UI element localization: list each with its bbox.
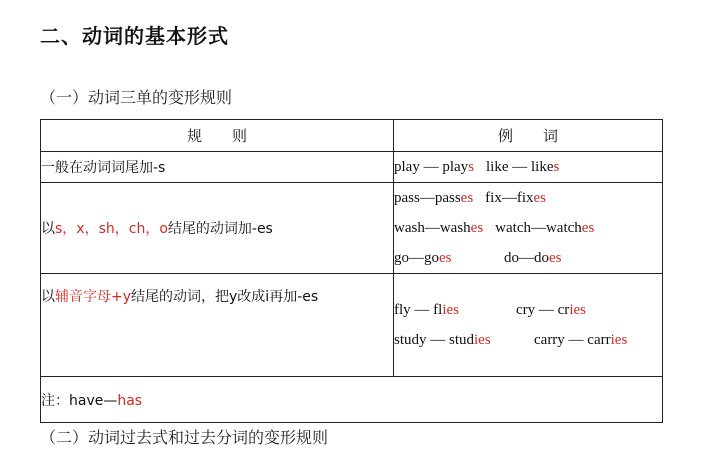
example-pair: watch—watches: [495, 220, 595, 236]
table-header-row: [41, 120, 663, 152]
example-line: [394, 152, 662, 182]
example-pair: study — studies: [394, 332, 491, 348]
section-two-heading: （二）动词过去式和过去分词的变形规则: [40, 428, 329, 447]
header-rule: 规 则: [41, 120, 394, 152]
example-pair: cry — cries: [516, 302, 586, 318]
example-line: [394, 213, 662, 243]
example-pair: do—does: [504, 250, 562, 266]
rule-text: 结尾的动词，把y改成i再加-es: [131, 289, 319, 305]
rule-highlight: 辅音字母+y: [55, 289, 132, 305]
rule-highlight: s，x，sh，ch，o: [55, 221, 168, 237]
example-line: [394, 243, 662, 273]
example-line: [394, 295, 662, 325]
table-row: [41, 274, 663, 377]
example-line: [394, 183, 662, 213]
note-text: 注：have—: [41, 392, 118, 409]
rule-text: 以: [41, 289, 55, 305]
example-pair: fly — flies: [394, 302, 459, 318]
examples-cell: [394, 274, 663, 377]
table-row: [41, 183, 663, 274]
example-pair: pass—passes: [394, 190, 474, 206]
header-examples: 例 词: [394, 120, 663, 152]
section-one-heading: （一）动词三单的变形规则: [40, 88, 233, 107]
note-row: [41, 377, 663, 423]
example-pair: like — likes: [486, 159, 560, 175]
examples-cell: [394, 152, 663, 183]
rule-cell: [41, 183, 394, 274]
table-row: [41, 152, 663, 183]
rule-text: 结尾的动词加-es: [167, 221, 273, 237]
page-title: 二、动词的基本形式: [40, 24, 229, 48]
rule-text: 一般在动词词尾加-s: [41, 160, 166, 176]
example-pair: fix—fixes: [485, 190, 546, 206]
examples-cell: [394, 183, 663, 274]
example-line: [394, 325, 662, 355]
note-cell: [41, 377, 663, 423]
rule-text: 以: [41, 221, 55, 237]
rule-cell: [41, 274, 394, 377]
example-pair: carry — carries: [534, 332, 628, 348]
rule-cell: [41, 152, 394, 183]
note-highlight: has: [117, 392, 143, 409]
verb-rules-table: [40, 119, 663, 423]
example-pair: wash—washes: [394, 220, 484, 236]
example-pair: go—goes: [394, 250, 452, 266]
example-pair: play — plays: [394, 159, 474, 175]
